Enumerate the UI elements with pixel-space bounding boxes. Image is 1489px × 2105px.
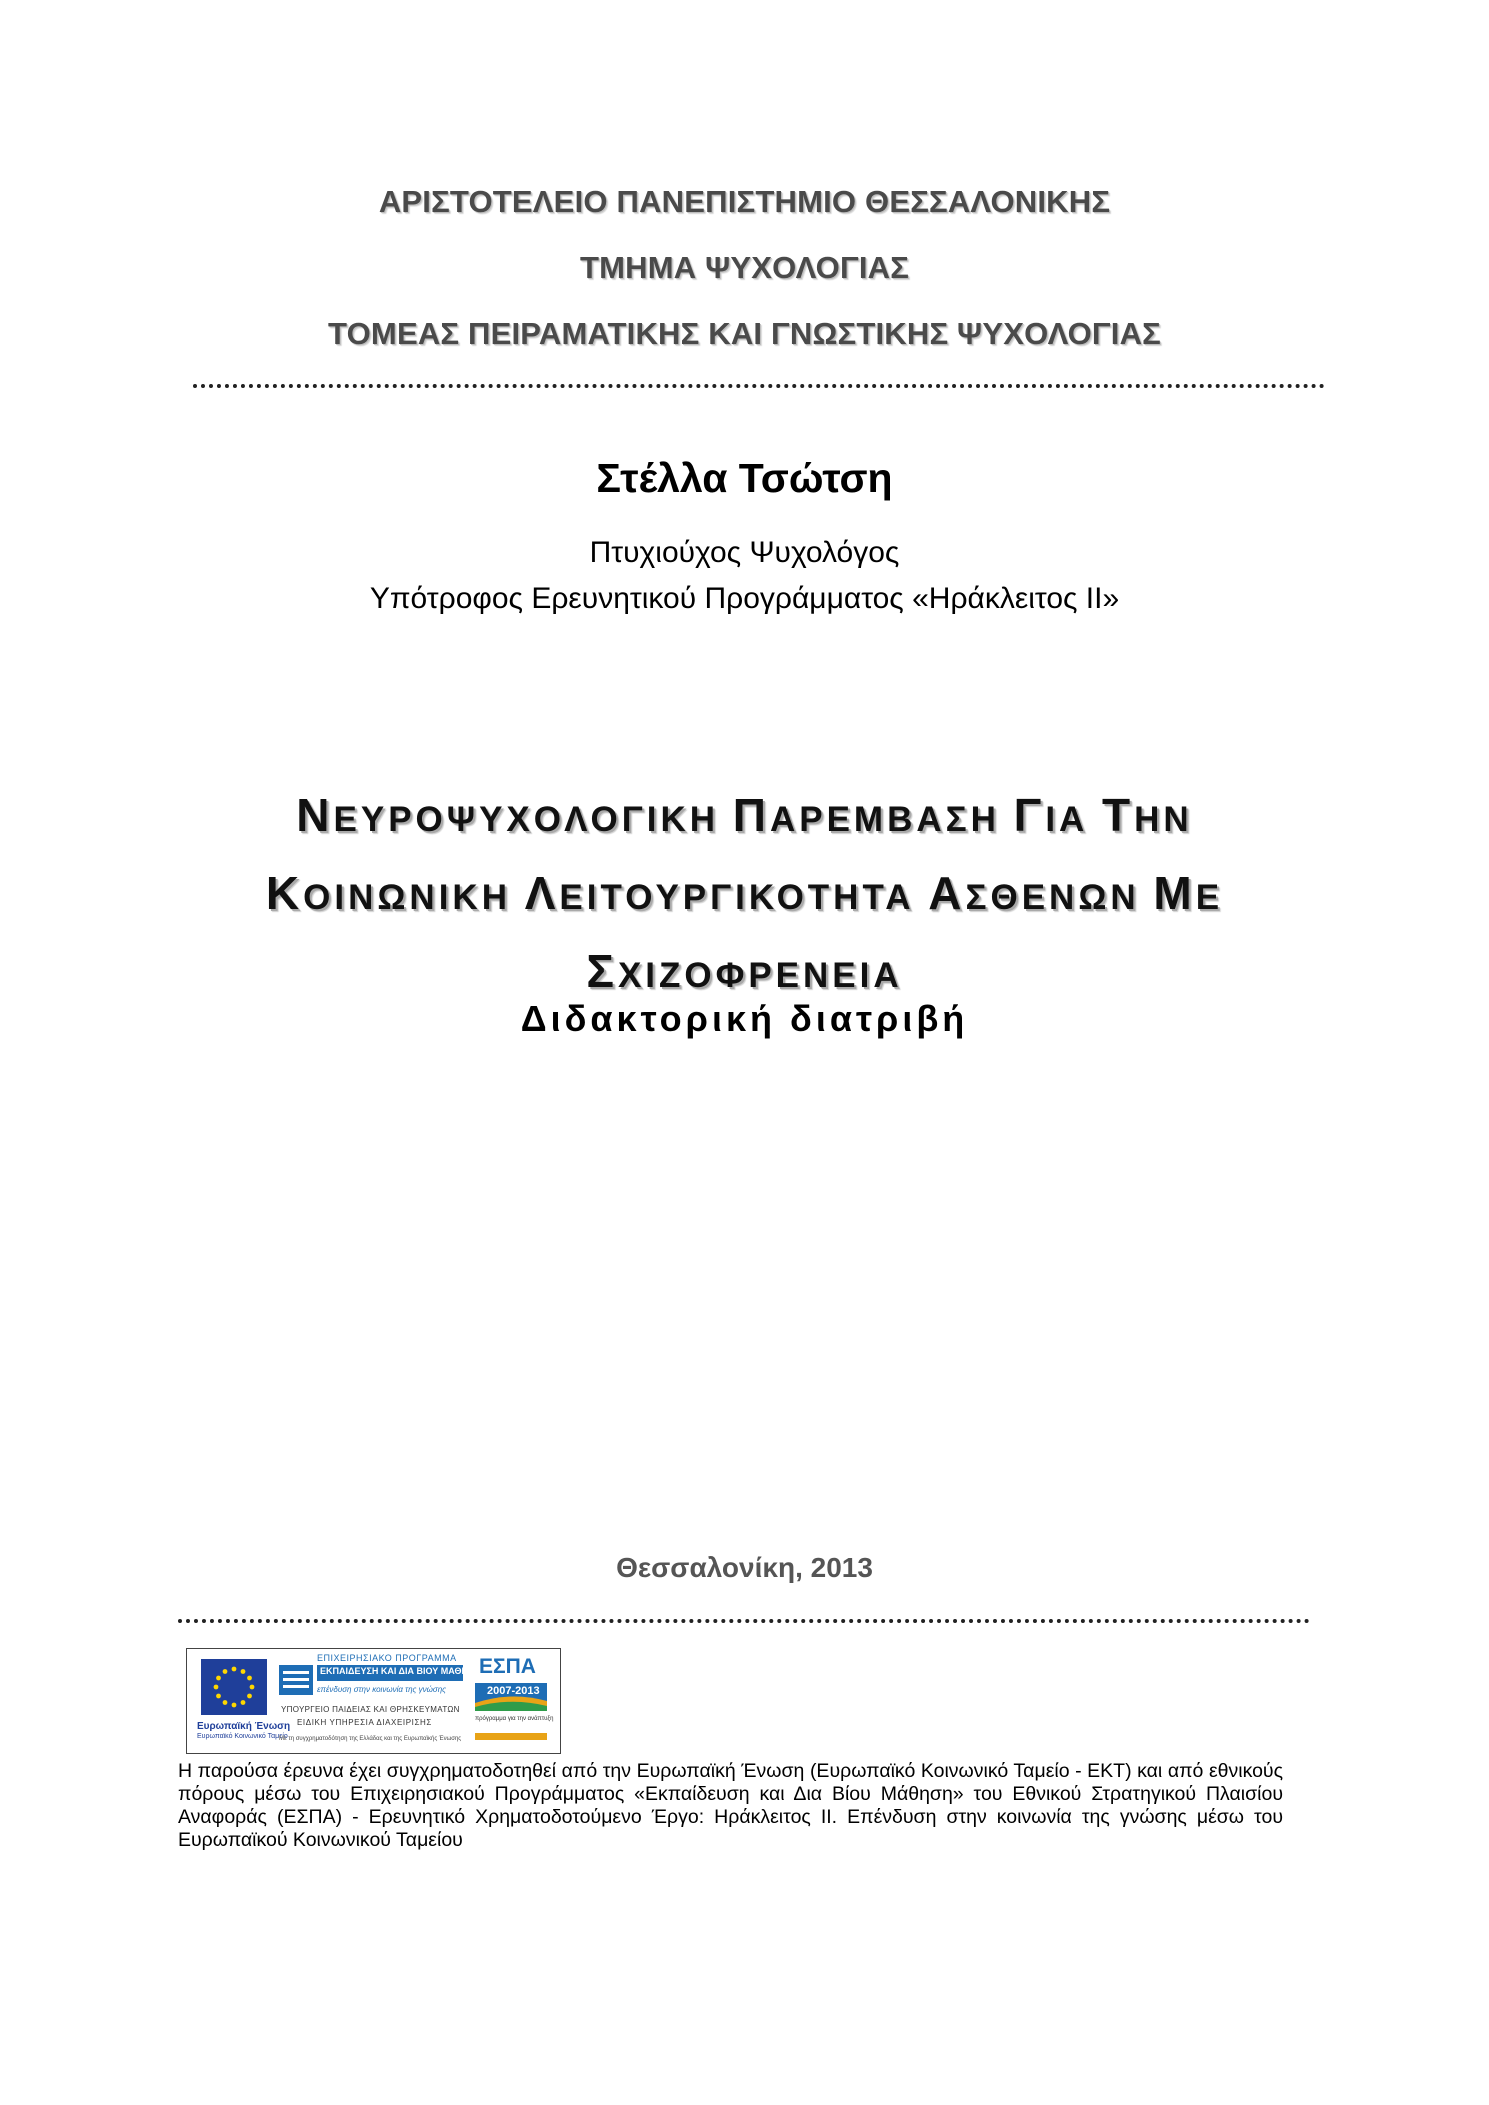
- espa-bar: [475, 1733, 547, 1740]
- eu-fund-label: Ευρωπαϊκό Κοινωνικό Ταμείο: [197, 1733, 288, 1740]
- author-name: Στέλλα Τσώτση: [596, 455, 893, 501]
- thesis-type: Διδακτορική διατριβή: [520, 998, 969, 1039]
- thesis-title: [0, 782, 1489, 1016]
- title-line-1: ΝΕΥΡΟΨΥΧΟΛΟΓΙΚΗ ΠΑΡΕΜΒΑΣΗ ΓΙΑ ΤΗΝ: [296, 789, 1193, 841]
- title-line-2: ΚΟΙΝΩΝΙΚΗ ΛΕΙΤΟΥΡΓΙΚΟΤΗΤΑ ΑΣΘΕΝΩΝ ΜΕ: [265, 867, 1224, 919]
- place-year: Θεσσαλονίκη, 2013: [616, 1552, 873, 1583]
- author-degree: Πτυχιούχος Ψυχολόγος: [589, 536, 900, 569]
- eu-label: Ευρωπαϊκή Ένωση: [197, 1721, 291, 1732]
- university-name: ΑΡΙΣΤΟΤΕΛΕΙΟ ΠΑΝΕΠΙΣΤΗΜΙΟ ΘΕΣΣΑΛΟΝΙΚΗΣ: [378, 184, 1111, 219]
- espa-years: 2007-2013: [487, 1685, 540, 1697]
- program-line-6: Με τη συγχρηματοδότηση της Ελλάδας και της Ευρωπαϊκής Ένωσης: [279, 1736, 462, 1742]
- funding-logos: [186, 1648, 561, 1754]
- espa-text: πρόγραμμα για την ανάπτυξη: [475, 1716, 554, 1722]
- program-line-3: επένδυση στην κοινωνία της γνώσης: [317, 1685, 447, 1694]
- funding-note: Η παρούσα έρευνα έχει συγχρηματοδοτηθεί από την Ευρωπαϊκή Ένωση (Ευρωπαϊκό Κοινωνικό Ταμείο - ΕΚΤ) και από εθνικούς πόρους μέσω του Επιχειρησιακού Προγράμματος «Εκπαίδευση και Δια Βίου Μάθηση» του Εθνικού Στρατηγικού Πλαισίου Αναφοράς (ΕΣΠΑ) - Ερευνητικό Χρηματοδοτούμενο Έργο: Ηράκλειτος ΙΙ. Επένδυση στην κοινωνία της γνώσης μέσω του Ευρωπαϊκού Κοινωνικού Ταμείου: [178, 1760, 1283, 1851]
- bottom-dotted-divider: [178, 1619, 1310, 1623]
- program-line-2: ΕΚΠΑΙΔΕΥΣΗ ΚΑΙ ΔΙΑ ΒΙΟΥ ΜΑΘΗΣΗ: [320, 1666, 480, 1676]
- title-line-3: ΣΧΙΖΟΦΡΕΝΕΙΑ: [586, 945, 903, 997]
- program-logo-icon: [279, 1665, 313, 1695]
- espa-logo-word: ΕΣΠΑ: [479, 1655, 536, 1678]
- program-line-4: ΥΠΟΥΡΓΕΙΟ ΠΑΙΔΕΙΑΣ ΚΑΙ ΘΡΗΣΚΕΥΜΑΤΩΝ: [281, 1705, 460, 1714]
- department-name: ΤΜΗΜΑ ΨΥΧΟΛΟΓΙΑΣ: [579, 250, 910, 285]
- top-dotted-divider: [193, 384, 1325, 388]
- eu-flag-icon: [201, 1659, 267, 1715]
- program-line-5: ΕΙΔΙΚΗ ΥΠΗΡΕΣΙΑ ΔΙΑΧΕΙΡΙΣΗΣ: [297, 1718, 432, 1727]
- author-fellowship: Υπότροφος Ερευνητικού Προγράμματος «Ηράκλειτος ΙΙ»: [369, 582, 1120, 615]
- sector-name: ΤΟΜΕΑΣ ΠΕΙΡΑΜΑΤΙΚΗΣ ΚΑΙ ΓΝΩΣΤΙΚΗΣ ΨΥΧΟΛΟΓΙΑΣ: [328, 316, 1161, 351]
- program-line-1: ΕΠΙΧΕΙΡΗΣΙΑΚΟ ΠΡΟΓΡΑΜΜΑ: [317, 1653, 457, 1663]
